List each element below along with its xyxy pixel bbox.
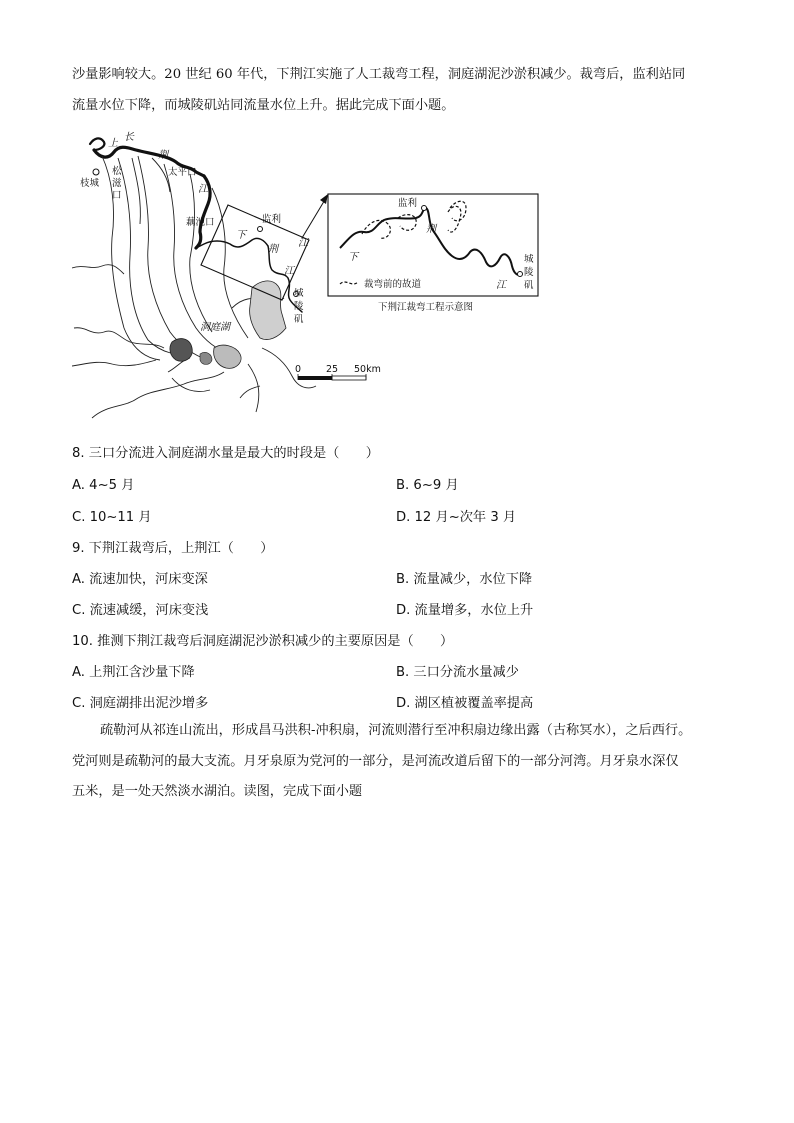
inset-label-xia: 下 (348, 252, 358, 263)
label-jiang-lower-1: 江 (298, 238, 308, 249)
label-songzikou-2: 滋 (112, 178, 122, 189)
label-songzikou-3: 口 (112, 190, 122, 201)
label-taipingkou: 太平口 (168, 167, 197, 178)
passage2-line-1: 疏勒河从祁连山流出，形成昌马洪积-冲积扇，河流则潜行至冲积扇边缘出露（古称冥水），之后西行。 (100, 723, 692, 738)
label-jing-upper: 荆 (158, 150, 168, 161)
label-dongtinghu: 洞庭湖 (200, 322, 230, 333)
label-xia: 下 (236, 230, 246, 241)
inset-map (328, 194, 538, 313)
inset-chenglingji-marker (518, 272, 523, 277)
question-9-option-c[interactable]: C. 流速减缓，河床变浅 (72, 603, 209, 618)
label-ouchikou: 藕池口 (186, 217, 215, 228)
jianli-marker (258, 227, 263, 232)
question-8-stem: 8. 三口分流进入洞庭湖水量是最大的时段是（ ） (72, 446, 379, 461)
label-zhicheng: 枝城 (80, 178, 100, 189)
label-jiang-upper: 江 (198, 184, 208, 195)
scale-label-25: 25 (326, 364, 339, 375)
scale-label-50km: 50km (354, 364, 381, 375)
inset-jianli-marker (422, 206, 427, 211)
question-10-option-b[interactable]: B. 三口分流水量减少 (396, 665, 519, 680)
inset-label-chenglingji-2: 陵 (524, 267, 534, 278)
scale-label-0: 0 (295, 364, 302, 375)
label-jing-lower: 荆 (268, 244, 278, 255)
pointer-arrowhead (320, 194, 328, 204)
question-10-stem: 10. 推测下荆江裁弯后洞庭湖泥沙淤积减少的主要原因是（ ） (72, 634, 454, 649)
label-chenglingji-2: 陵 (294, 301, 304, 312)
tributary-network (72, 156, 316, 418)
inset-label-chenglingji-1: 城 (524, 254, 534, 265)
question-10-option-a[interactable]: A. 上荆江含沙量下降 (72, 665, 195, 680)
question-9-option-a[interactable]: A. 流速加快，河床变深 (72, 572, 208, 587)
inset-label-chenglingji-3: 矶 (524, 280, 534, 291)
question-9-option-d[interactable]: D. 流量增多，水位上升 (396, 603, 534, 618)
label-shang: 上 (108, 138, 118, 149)
intro-paragraph (72, 60, 732, 121)
question-8-option-d[interactable]: D. 12 月~次年 3 月 (396, 510, 517, 525)
label-chang: 长 (124, 132, 134, 143)
inset-label-jianli: 监利 (398, 198, 418, 209)
intro-line-1: 沙量影响较大。20 世纪 60 年代，下荆江实施了人工裁弯工程，洞庭湖泥沙淤积减少。裁弯后，监利站同 (72, 67, 686, 82)
inset-caption: 下荆江裁弯工程示意图 (378, 302, 474, 313)
scale-bar (295, 364, 381, 380)
pointer-arrow-line (302, 198, 326, 238)
question-10-option-c[interactable]: C. 洞庭湖排出泥沙增多 (72, 696, 209, 711)
inset-legend-text: 裁弯前的故道 (364, 279, 422, 290)
label-songzikou-1: 松 (112, 166, 122, 177)
intro-line-2: 流量水位下降，而城陵矶站同流量水位上升。据此完成下面小题。 (72, 97, 455, 113)
label-jianli: 监利 (262, 214, 282, 225)
label-chenglingji-1: 城 (294, 288, 304, 299)
question-10-option-d[interactable]: D. 湖区植被覆盖率提高 (396, 696, 534, 711)
passage2-line-2: 党河则是疏勒河的最大支流。月牙泉原为党河的一部分，是河流改道后留下的一部分河湾。月牙泉水深仅 (72, 753, 679, 769)
question-8-option-a[interactable]: A. 4~5 月 (72, 478, 135, 493)
question-8-option-c[interactable]: C. 10~11 月 (72, 510, 152, 525)
label-chenglingji-3: 矶 (294, 314, 304, 325)
inset-label-jing: 荆 (426, 224, 436, 235)
inset-label-jiang: 江 (496, 280, 506, 291)
question-9-option-b[interactable]: B. 流量减少，水位下降 (396, 572, 533, 587)
label-jiang-lower-2: 江 (284, 266, 294, 277)
question-9-stem: 9. 下荆江裁弯后，上荆江（ ） (72, 541, 274, 556)
zhicheng-marker (93, 169, 99, 175)
question-8-option-b[interactable]: B. 6~9 月 (396, 478, 459, 493)
shule-river-passage (72, 716, 738, 808)
passage2-line-3: 五米，是一处天然淡水湖泊。读图，完成下面小题 (72, 784, 363, 799)
jingjiang-map-figure (72, 128, 542, 420)
